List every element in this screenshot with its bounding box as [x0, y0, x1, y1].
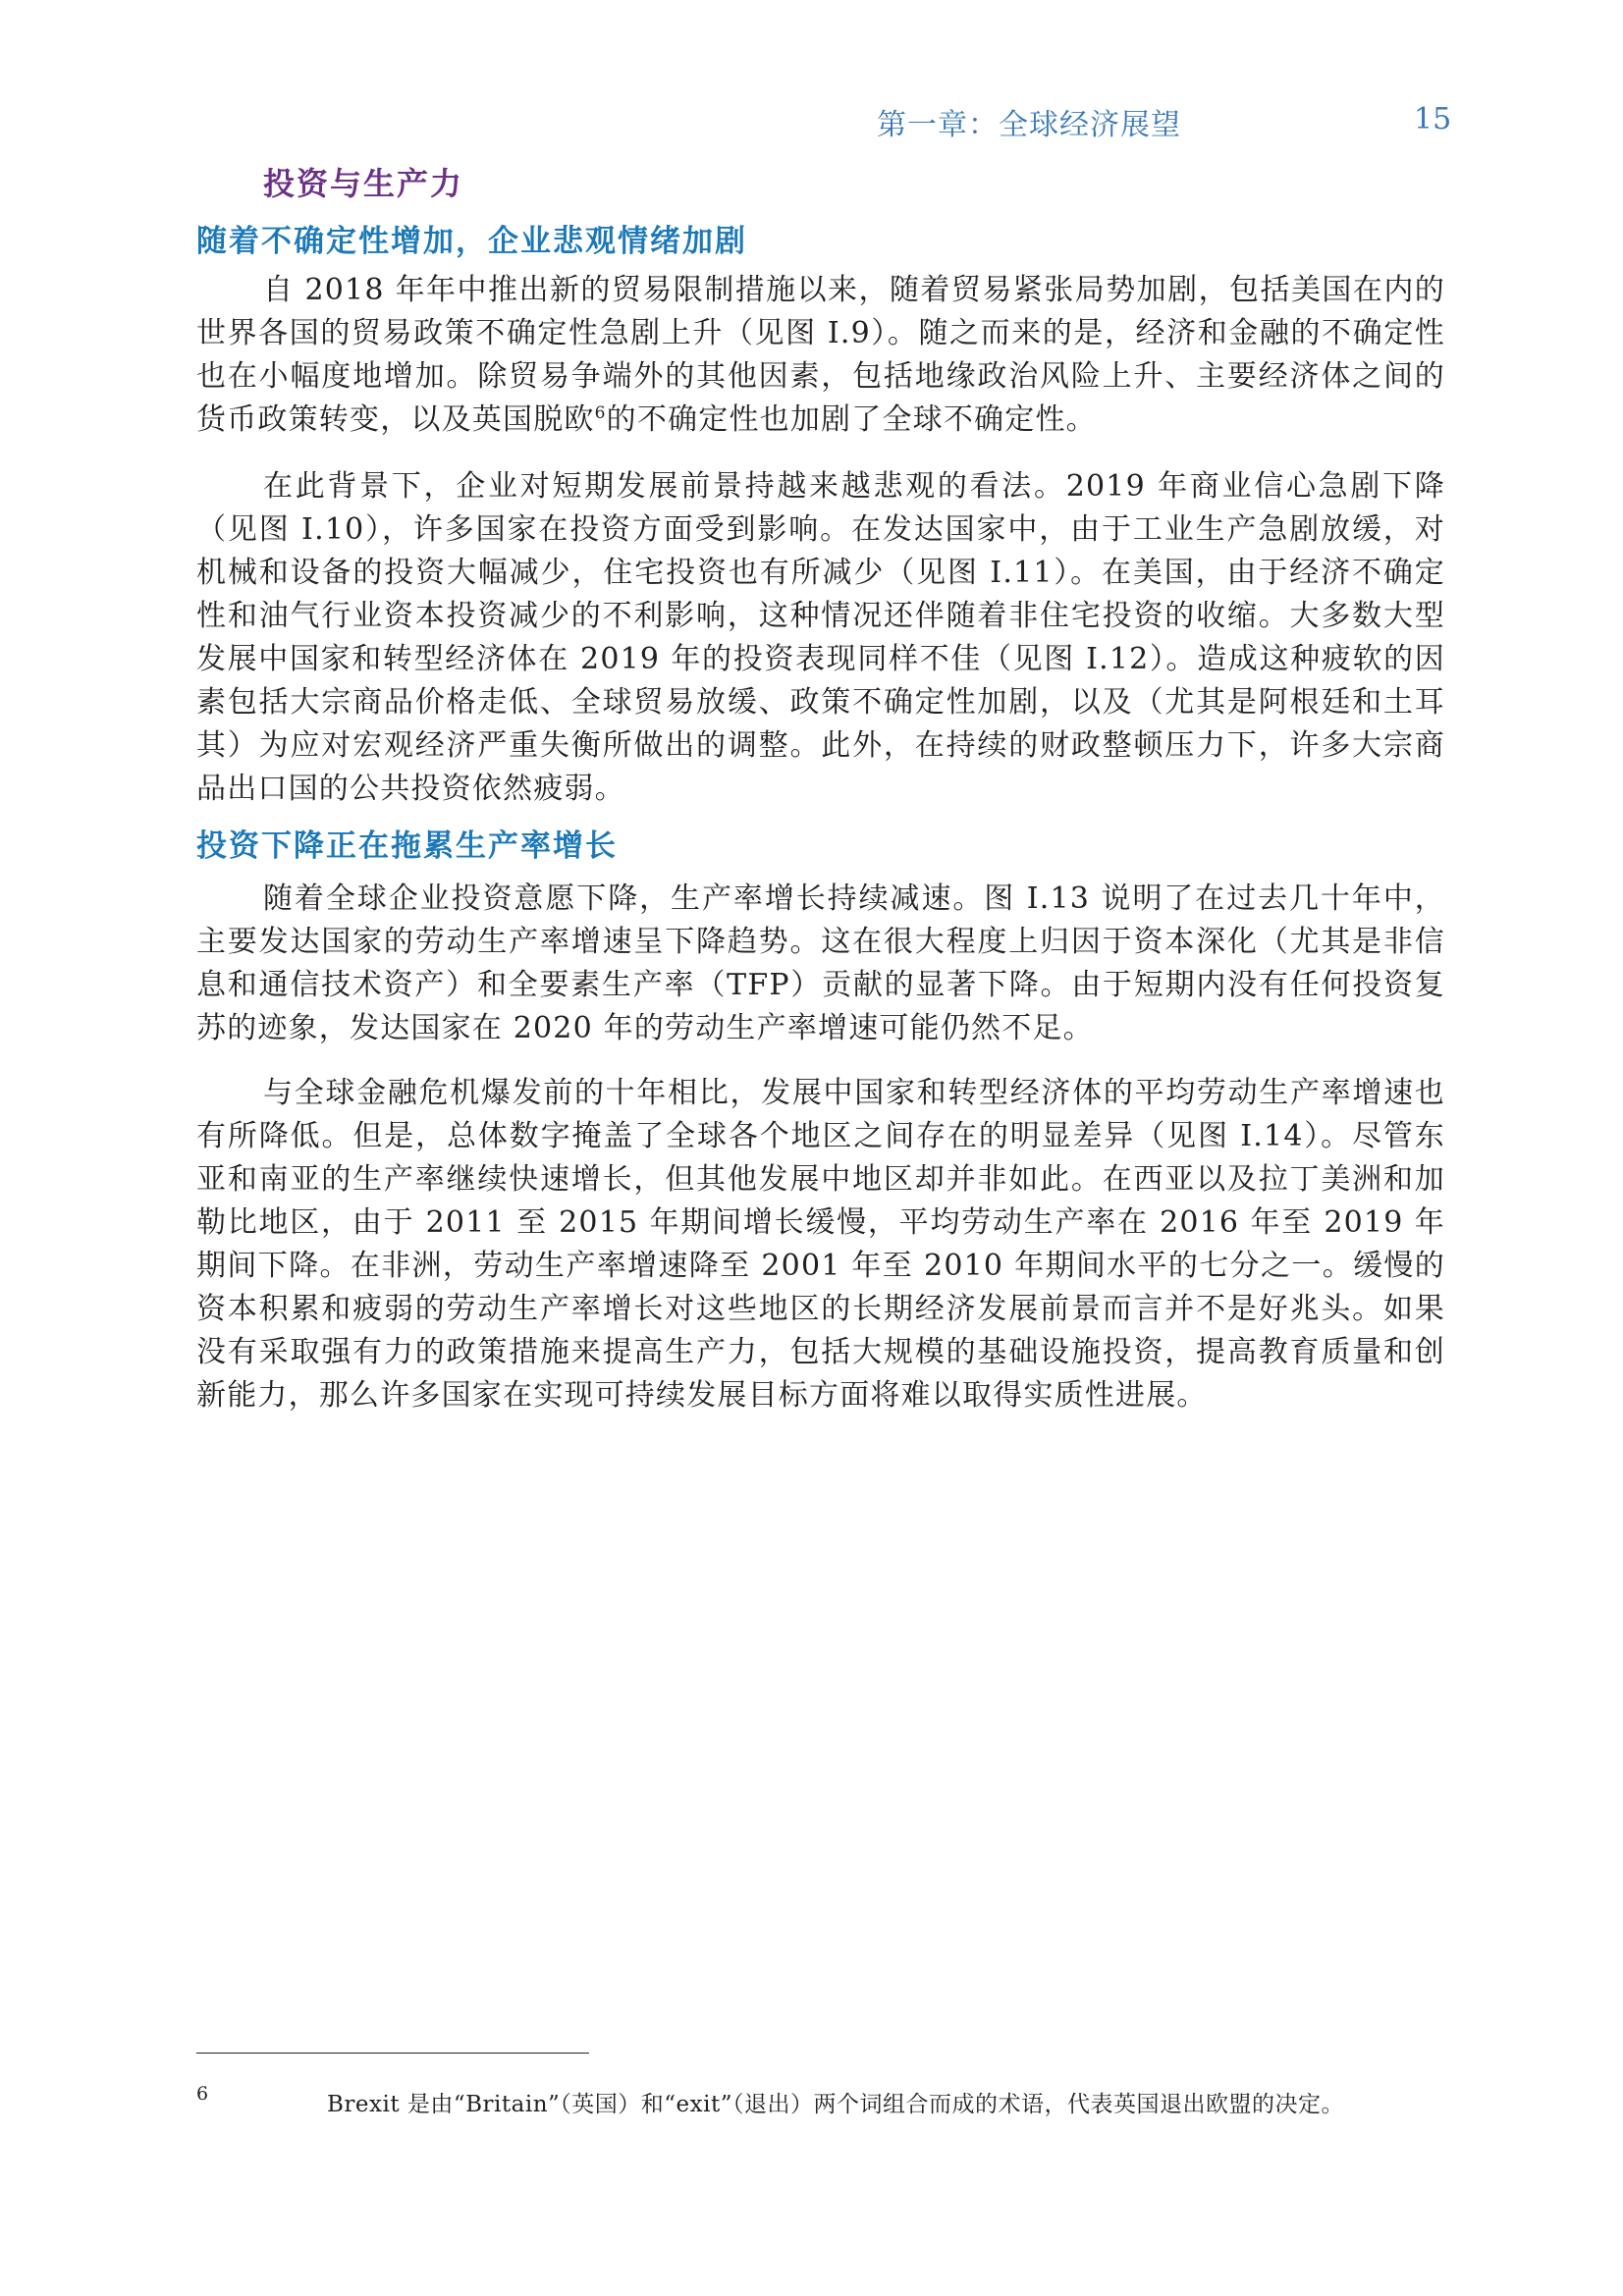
footnote-reference[interactable]: 6 [594, 403, 607, 423]
page-header [0, 100, 1623, 142]
footnote-text: Brexit 是由“Britain”（英国）和“exit”（退出）两个词组合而成的术语，代表英国退出欧盟的决定。 [327, 2092, 1344, 2117]
section-title: 投资与生产力 [263, 165, 464, 202]
page-number: 15 [1414, 102, 1452, 136]
paragraph-trade-uncertainty [196, 269, 1445, 442]
paragraph-text: 的不确定性也加剧了全球不确定性。 [606, 402, 1097, 437]
footnote-divider [196, 2053, 589, 2054]
paragraph-regional-divergence: 与全球金融危机爆发前的十年相比，发展中国家和转型经济体的平均劳动生产率增速也有所降低。但是，总体数字掩盖了全球各个地区之间存在的明显差异（见图 I.14）。尽管东亚和南亚的生产率继续快速增长，但其他发展中地区却并非如此。在西亚以及拉丁美洲和加勒比地区，由于 2011 至 2015 年期间增长缓慢，平均劳动生产率在 2016 年至 2019 年期间下降。在非洲，劳动生产率增速降至 2001 年至 2010 年期间水平的七分之一。缓慢的资本积累和疲弱的劳动生产率增长对这些地区的长期经济发展前景而言并不是好兆头。如果没有采取强有力的政策措施来提高生产力，包括大规模的基础设施投资，提高教育质量和创新能力，那么许多国家在实现可持续发展目标方面将难以取得实质性进展。 [196, 1076, 1445, 1413]
subsection-heading-uncertainty: 随着不确定性增加，企业悲观情绪加剧 [196, 224, 747, 259]
chapter-title: 第一章：全球经济展望 [877, 108, 1181, 142]
paragraph-business-pessimism: 在此背景下，企业对短期发展前景持越来越悲观的看法。2019 年商业信心急剧下降（见图 I.10），许多国家在投资方面受到影响。在发达国家中，由于工业生产急剧放缓，对机械和设备的投资大幅减少，住宅投资也有所减少（见图 I.11）。在美国，由于经济不确定性和油气行业资本投资减少的不利影响，这种情况还伴随着非住宅投资的收缩。大多数大型发展中国家和转型经济体在 2019 年的投资表现同样不佳（见图 I.12）。造成这种疲软的因素包括大宗商品价格走低、全球贸易放缓、政策不确定性加剧，以及（尤其是阿根廷和土耳其）为应对宏观经济严重失衡所做出的调整。此外，在持续的财政整顿压力下，许多大宗商品出口国的公共投资依然疲弱。 [196, 469, 1445, 806]
paragraph-productivity-slowdown: 随着全球企业投资意愿下降，生产率增长持续减速。图 I.13 说明了在过去几十年中，主要发达国家的劳动生产率增速呈下降趋势。这在很大程度上归因于资本深化（尤其是非信息和通信技术资产）和全要素生产率（TFP）贡献的显著下降。由于短期内没有任何投资复苏的迹象，发达国家在 2020 年的劳动生产率增速可能仍然不足。 [196, 881, 1445, 1045]
footnote-number: 6 [196, 2083, 209, 2105]
subsection-heading-productivity: 投资下降正在拖累生产率增长 [196, 828, 618, 864]
paragraph-text: 自 2018 年年中推出新的贸易限制措施以来，随着贸易紧张局势加剧，包括美国在内的世界各国的贸易政策不确定性急剧上升（见图 I.9）。随之而来的是，经济和金融的不确定性也在小幅度地增加。除贸易争端外的其他因素，包括地缘政治风险上升、主要经济体之间的货币政策转变，以及英国脱欧 [196, 273, 1445, 437]
